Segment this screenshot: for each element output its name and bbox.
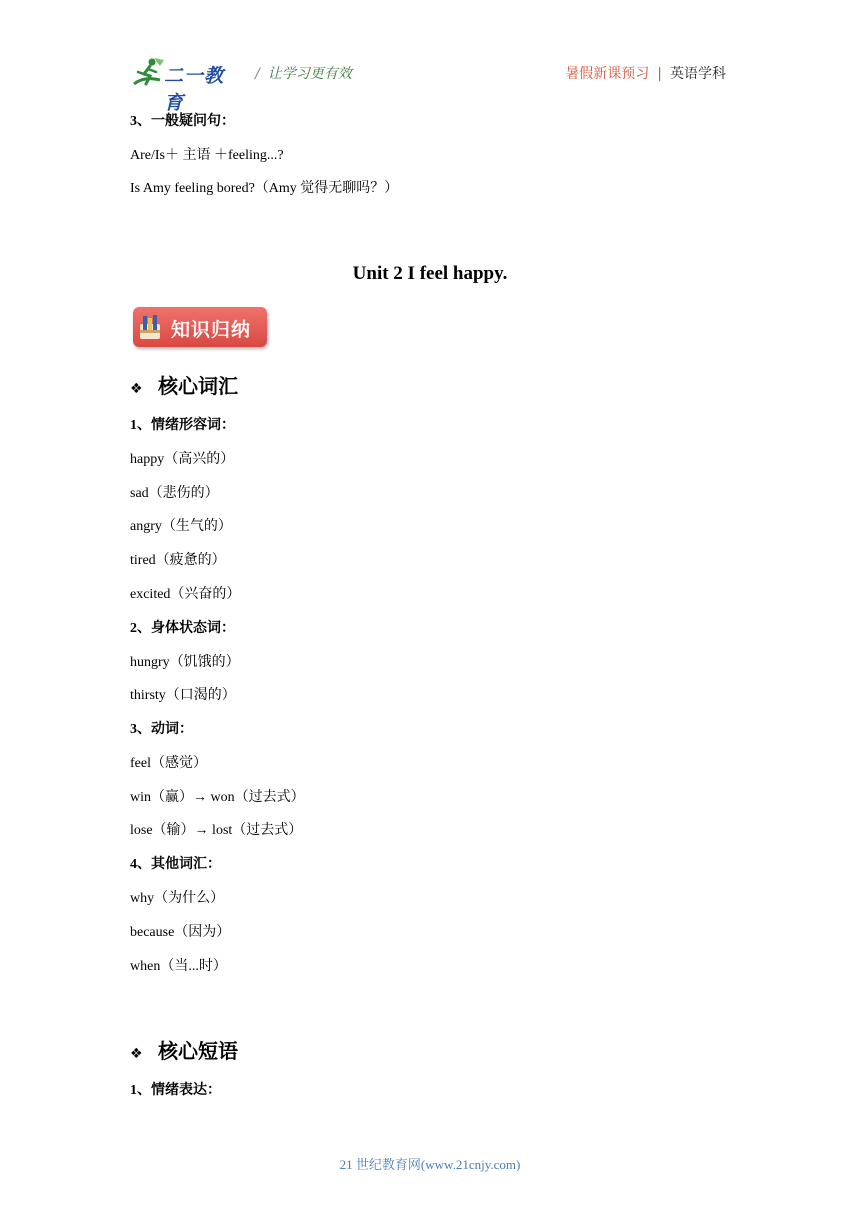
vocab-item: hungry（饥饿的） (130, 655, 240, 670)
header-course-info (565, 63, 726, 83)
badge-label: 知识归纳 (171, 319, 252, 341)
vocab-group-title: 2、身体状态词： (130, 621, 235, 636)
vocab-item: tired（疲惫的） (130, 553, 226, 568)
logo-text: 二一教育 (164, 65, 225, 114)
vocab-item: angry（生气的） (130, 519, 232, 534)
vocab-item: sad（悲伤的） (130, 486, 219, 501)
page-header (130, 56, 730, 114)
logo (130, 56, 242, 114)
vocab-item: feel（感觉） (130, 756, 207, 771)
question-example: Is Amy feeling bored?（Amy 觉得无聊吗？） (130, 181, 399, 196)
vocab-group-title: 1、情绪形容词： (130, 418, 235, 433)
vocab-item: happy（高兴的） (130, 452, 235, 467)
books-icon (139, 314, 161, 340)
vocab-item: when（当...时） (130, 959, 227, 974)
question-pattern: Are/Is＋ 主语 ＋feeling...? (130, 148, 284, 163)
course-label: 暑假新课预习 (565, 66, 650, 82)
knowledge-summary-badge (133, 307, 267, 347)
vocab-item: why（为什么） (130, 891, 225, 906)
vocab-group-title: 3、动词： (130, 722, 193, 737)
vocab-item: thirsty（口渴的） (130, 688, 236, 703)
runner-logo-icon (130, 56, 166, 90)
phrases-heading-text: 核心短语 (158, 1039, 238, 1063)
slogan-text: 让学习更有效 (267, 66, 352, 82)
subject-label: 英语学科 (670, 66, 726, 82)
vocab-item: win（赢）→ won（过去式） (130, 790, 305, 805)
vocab-item: because（因为） (130, 925, 231, 940)
vocab-heading-text: 核心词汇 (158, 374, 238, 398)
diamond-bullet-icon: ❖ (130, 1046, 143, 1062)
vocab-item: lose（输）→ lost（过去式） (130, 823, 303, 838)
question-heading: 3、一般疑问句： (130, 114, 235, 129)
page-footer: 21 世纪教育网(www.21cnjy.com) (339, 1157, 521, 1172)
vocab-group-title: 4、其他词汇： (130, 857, 221, 872)
slogan (255, 63, 352, 83)
header-separator: | (657, 66, 662, 82)
vocab-item: excited（兴奋的） (130, 587, 241, 602)
phrases-section-heading (130, 1038, 238, 1067)
unit-title: Unit 2 I feel happy. (352, 263, 508, 284)
slogan-divider: / (255, 66, 260, 82)
vocab-section-heading (130, 373, 238, 402)
diamond-bullet-icon: ❖ (130, 381, 143, 397)
phrases-group-title: 1、情绪表达： (130, 1083, 221, 1098)
